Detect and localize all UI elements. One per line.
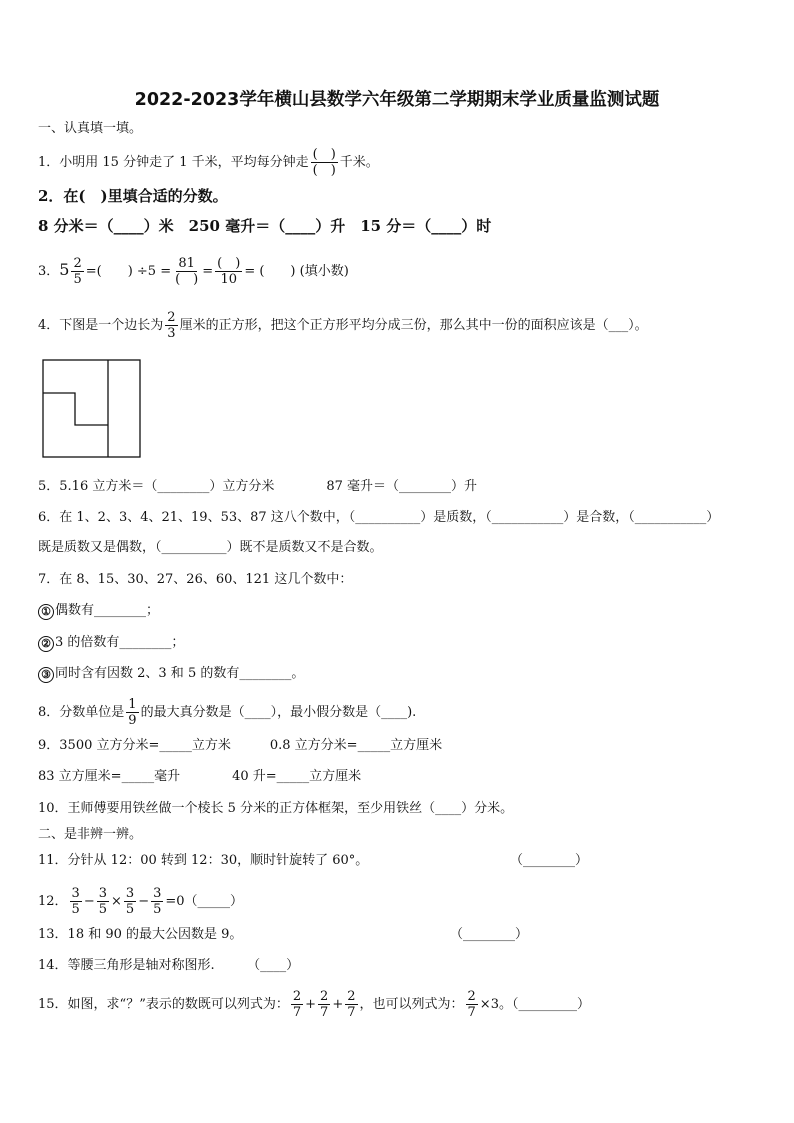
question-1: 1．小明用 15 分钟走了 1 千米，平均每分钟走 $\frac{( )}{( )}$ 千米。 <box>38 147 379 178</box>
fraction: $\frac{2}{7}$ <box>467 989 476 1020</box>
fraction: $\frac{2}{7}$ <box>320 989 329 1020</box>
question-9-cont: 83 立方厘米=_____毫升 40 升=_____立方厘米 <box>38 769 362 784</box>
fraction: $\frac{2}{5}$ <box>73 256 82 287</box>
question-15: 15．如图，求“？”表示的数既可以列式为： $\frac{2}{7}$ + $\frac{2}{7}$ + $\frac{2}{7}$ ，也可以列式为： $\frac{2}{7}$ ×3。（_________） <box>38 989 590 1020</box>
fraction: $\frac{1}{9}$ <box>128 697 137 728</box>
question-4: 4．下图是一个边长为 $\frac{2}{3}$ 厘米的正方形，把这个正方形平均分成三份，那么其中一份的面积应该是（___）。 <box>38 310 648 341</box>
question-5: 5．5.16 立方米＝（________）立方分米 87 毫升＝（________）升 <box>38 479 478 494</box>
fraction: $\frac{3}{5}$ <box>125 886 135 917</box>
fraction: $\frac{2}{3}$ <box>167 310 176 341</box>
fraction: $\frac{3}{5}$ <box>71 886 80 917</box>
answer-blank-11: （________） <box>510 853 589 868</box>
question-14: 14．等腰三角形是轴对称图形. （____） <box>38 958 300 973</box>
answer-blank-13: （________） <box>450 927 529 942</box>
question-10: 10．王师傅要用铁丝做一个棱长 5 分米的正方体框架，至少用铁丝（____）分米。 <box>38 801 514 816</box>
question-7-item-2: ② 3 的倍数有________； <box>38 633 184 653</box>
question-2-items: 8 分米＝（____）米 250 毫升＝（____）升 15 分＝（____）时 <box>38 217 492 235</box>
fraction: $\frac{2}{7}$ <box>347 989 356 1020</box>
question-6: 6．在 1、2、3、4、21、19、53、87 这八个数中，（__________）是质数，（___________）是合数，（___________） <box>38 510 720 525</box>
question-7-item-1: ① 偶数有________； <box>38 601 159 621</box>
question-8: 8．分数单位是 $\frac{1}{9}$ 的最大真分数是（____），最小假分数是（____). <box>38 697 417 728</box>
fraction: $\frac{81}{( )}$ <box>175 256 199 287</box>
section-heading-1: 一、认真填一填。 <box>38 121 143 136</box>
question-7-item-3: ③ 同时含有因数 2、3 和 5 的数有________。 <box>38 664 304 684</box>
fraction: $\frac{3}{5}$ <box>98 886 108 917</box>
question-11: 11．分针从 12：00 转到 12：30，顺时针旋转了 60°。 <box>38 853 369 868</box>
fraction: $\frac{( )}{( )}$ <box>312 147 336 178</box>
section-heading-2: 二、是非辨一辨。 <box>38 827 143 842</box>
question-9: 9．3500 立方分米=_____立方米 0.8 立方分米=_____立方厘米 <box>38 738 443 753</box>
question-6-cont: 既是质数又是偶数，（__________）既不是质数又不是合数。 <box>38 540 383 555</box>
square-division-figure <box>42 359 142 459</box>
fraction: $\frac{3}{5}$ <box>153 886 162 917</box>
fraction: $\frac{2}{7}$ <box>292 989 302 1020</box>
question-2: 2．在( )里填合适的分数。 <box>38 187 228 205</box>
question-3: 3．5 $\frac{2}{5}$ =( ) ÷5 = $\frac{81}{( )}$ = $\frac{( )}{10}$ = ( ) (填小数) <box>38 256 349 287</box>
question-12: 12． $\frac{3}{5}$ − $\frac{3}{5}$ × $\frac{3}{5}$ − $\frac{3}{5}$ =0（_____） <box>38 886 244 917</box>
fraction: $\frac{( )}{10}$ <box>217 256 241 287</box>
page-title: 2022-2023学年横山县数学六年级第二学期期末学业质量监测试题 <box>134 90 660 110</box>
question-7: 7．在 8、15、30、27、26、60、121 这几个数中： <box>38 572 353 587</box>
question-13: 13．18 和 90 的最大公因数是 9。 <box>38 927 243 942</box>
